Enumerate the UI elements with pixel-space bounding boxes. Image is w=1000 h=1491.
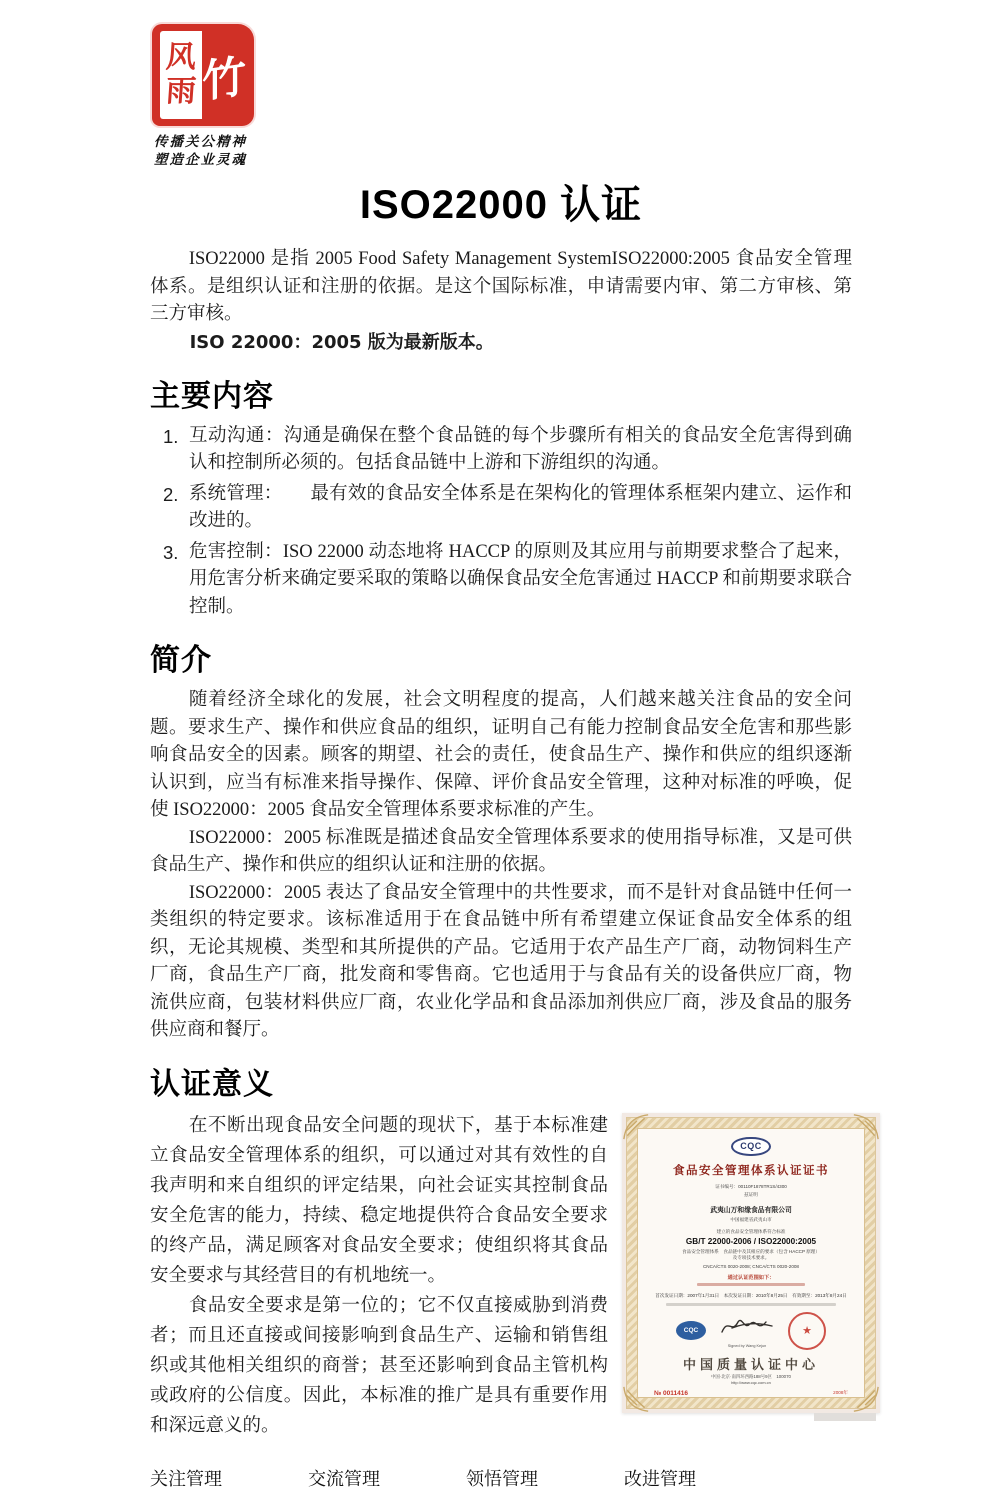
list-item-number: 2. bbox=[163, 483, 179, 505]
certificate-scope-note: 食品安全管理体系 食品链中及其相应的要求（包含 HACCP 原理） bbox=[682, 1249, 820, 1255]
red-stamp-icon: ★ bbox=[788, 1312, 826, 1350]
certified-company-address: 中国福建省武夷山市 bbox=[730, 1217, 772, 1223]
certificate-year-mark: 2008年 bbox=[833, 1390, 848, 1395]
certificate-title: 食品安全管理体系认证证书 bbox=[673, 1165, 829, 1178]
significance-text-column bbox=[150, 1111, 608, 1441]
page-title: ISO22000 认证 bbox=[359, 183, 643, 227]
certificate-standard: GB/T 22000-2006 / ISO22000:2005 bbox=[685, 1237, 817, 1247]
certificate-scope-text-blurred bbox=[697, 1283, 805, 1286]
signature-block bbox=[718, 1314, 776, 1348]
section-heading-significance: 认证意义 bbox=[150, 1066, 274, 1102]
section-heading-brief: 简介 bbox=[150, 643, 212, 678]
footer-item-jiaoliu: 交流管理 bbox=[308, 1468, 380, 1489]
brief-paragraph: 随着经济全球化的发展，社会文明程度的提高，人们越来越关注食品的安全问题。要求生产、操作和供应食品的组织，证明自己有能力控制食品安全危害和那些影响食品安全的因素。顾客的期望、社会的责任，使食品生产、操作和供应的组织逐渐认识到，应当有标准来指导操作、保障、评价食品安全管理，这种对标准的呼唤，促使 ISO22000：2005 食品安全管理体系要求标准的产生。 bbox=[150, 690, 852, 820]
list-item-text: 互动沟通：沟通是确保在整个食品链的每个步骤所有相关的食品安全危害得到确认和控制所必须的。包括食品链中上游和下游组织的沟通。 bbox=[189, 425, 852, 473]
signature-icon bbox=[718, 1314, 776, 1338]
certificate-number: 证书编号：00110F1878TR1S/4300 bbox=[715, 1184, 787, 1190]
seal-char-feng: 风 bbox=[164, 40, 198, 75]
issuer-website: http://www.cqc.com.cn bbox=[731, 1379, 771, 1385]
list-item-number: 1. bbox=[163, 425, 179, 447]
logo-seal bbox=[152, 24, 254, 126]
cqc-blue-mark-icon: CQC bbox=[676, 1321, 706, 1340]
seal-char-yu: 雨 bbox=[164, 74, 198, 109]
footer-nav bbox=[150, 1465, 852, 1491]
certificate-content bbox=[637, 1128, 865, 1398]
certificate-dates-line: 首次发证日期：2007年1月31日 本次发证日期：2010年8月25日 有效期至：2013年8月24日 bbox=[655, 1293, 847, 1299]
logo-tagline-line2: 塑造企业灵魂 bbox=[154, 152, 247, 167]
version-note: ISO 22000：2005 版为最新版本。 bbox=[189, 331, 494, 353]
certificate-bottom-row bbox=[638, 1390, 864, 1397]
certificate-serial-number: № 0011416 bbox=[654, 1389, 688, 1397]
certificate-issuer: 中国质量认证中心 bbox=[682, 1356, 819, 1372]
certificate-logo-row bbox=[676, 1312, 826, 1350]
significance-paragraph: 在不断出现食品安全问题的现状下，基于本标准建立食品安全管理体系的组织，可以通过对其有效性的自我声明和来自组织的评定结果，向社会证实其控制食品安全危害的能力，持续、稳定地提供符合食品安全要求的终产品，满足顾客对食品安全要求；使组织将其食品安全要求与其经营目的有机地统一。 bbox=[150, 1115, 608, 1286]
seal-right-panel bbox=[202, 31, 246, 119]
list-item-text: 危害控制：ISO 22000 动态地将 HACCP 的原则及其应用与前期要求整合了起来，用危害分析来确定要采取的策略以确保食品安全危害通过 HACCP 和前期要求联合控制。 bbox=[189, 541, 852, 617]
issuer-address: 中国·北京·南四环西路188号9区 100070 bbox=[710, 1373, 792, 1379]
certificate-cnca-codes: CNCA/CTS 0020-2008; CNCA/CTS 0020-2008 bbox=[702, 1264, 799, 1270]
certificate-image bbox=[626, 1117, 876, 1409]
footer-item-guanzhu: 关注管理 bbox=[150, 1468, 222, 1489]
certificate-conformity-line: 建立的食品安全管理体系符合标准 bbox=[716, 1229, 786, 1235]
list-item bbox=[150, 423, 852, 478]
list-item bbox=[150, 481, 852, 536]
seal-left-panel bbox=[160, 31, 202, 119]
section-heading-main-content: 主要内容 bbox=[150, 378, 274, 414]
certificate-footnote-blurred bbox=[666, 1303, 836, 1305]
certified-company-name: 武夷山万和缘食品有限公司 bbox=[710, 1207, 792, 1215]
footer-item-gaijin: 改进管理 bbox=[624, 1468, 696, 1489]
significance-paragraph: 食品安全要求是第一位的；它不仅直接威胁到消费者；而且还直接或间接影响到食品生产、运输和销售组织或其他相关组织的商誉；甚至还影响到食品主管机构或政府的公信度。因此，本标准的推广是具有重要作用和深远意义的。 bbox=[150, 1295, 608, 1436]
certificate-attest-label: 兹证明 bbox=[744, 1192, 758, 1198]
list-item bbox=[150, 539, 852, 622]
seal-char-zhu: 竹 bbox=[202, 50, 246, 109]
intro-paragraph: ISO22000 是指 2005 Food Safety Management SystemISO22000:2005 食品安全管理体系。是组织认证和注册的依据。是这个国际标准，申请需要内审、第二方审核、第三方审核。 bbox=[150, 249, 852, 324]
significance-columns bbox=[150, 1111, 852, 1441]
signature-caption: Signed by Wang Kejun bbox=[727, 1343, 767, 1348]
certificate-photo bbox=[622, 1113, 880, 1413]
certificate-scope-title: 通过认证范围如下： bbox=[727, 1275, 775, 1282]
brief-paragraph: ISO22000：2005 表达了食品安全管理中的共性要求，而不是针对食品链中任何一类组织的特定要求。该标准适用于在食品链中所有希望建立保证食品安全体系的组织，无论其规模、类型和其所提供的产品。它适用于农产品生产厂商，动物饲料生产厂商，食品生产厂商，批发商和零售商。它也适用于与食品有关的设备供应厂商，物流供应商，包装材料供应厂商，农业化学品和食品添加剂供应厂商，涉及食品的服务供应商和餐厅。 bbox=[150, 882, 852, 1040]
footer-item-lingwu: 领悟管理 bbox=[466, 1468, 538, 1489]
brief-paragraph: ISO22000：2005 标准既是描述食品安全管理体系要求的使用指导标准，又是可供食品生产、操作和供应的组织认证和注册的依据。 bbox=[150, 827, 852, 875]
list-item-text: 系统管理： 最有效的食品安全体系是在架构化的管理体系框架内建立、运作和改进的。 bbox=[189, 483, 852, 531]
cqc-logo-icon: CQC bbox=[731, 1137, 771, 1157]
logo-tagline bbox=[154, 133, 332, 169]
certificate-scope-note: 及专项技术要求。 bbox=[732, 1255, 770, 1261]
main-content-list bbox=[150, 423, 852, 622]
list-item-number: 3. bbox=[163, 541, 179, 563]
logo-tagline-line1: 传播关公精神 bbox=[154, 134, 247, 149]
company-logo bbox=[152, 24, 332, 169]
